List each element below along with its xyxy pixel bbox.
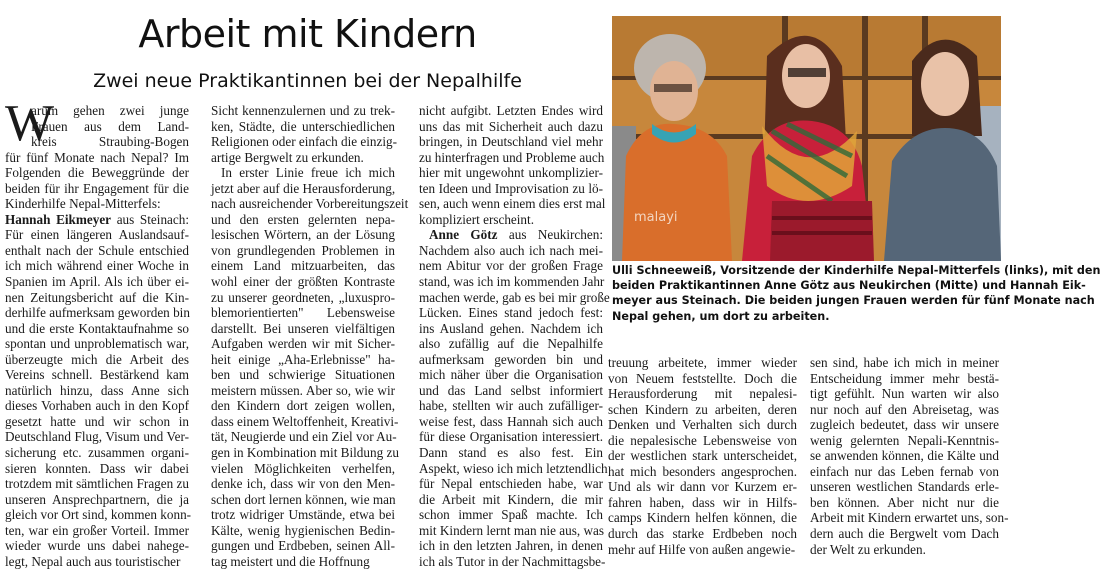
text-line: mehr auf Hilfe von außen angewie-	[608, 541, 796, 557]
text-line: legt, Nepal auch aus touristischer	[5, 553, 181, 569]
text-line: artige Bergwelt zu erkunden.	[211, 149, 364, 165]
text-line: sicherung etc. zusammen organi-	[5, 445, 189, 461]
text-line: wieder wurde uns dabei nahege-	[5, 538, 189, 554]
photo-caption	[612, 263, 1100, 324]
text-line: für fünf Monate nach Nepal? Im	[5, 149, 189, 165]
text-line: In erster Linie freue ich mich	[221, 165, 395, 181]
text-line: mit Kindern lernt man nie aus, was	[419, 522, 604, 538]
text-line: dass einem Weltoffenheit, Kreativi-	[211, 413, 399, 429]
text-line: derhilfe aufmerksam geworden bin	[5, 305, 190, 321]
text-line: Entscheidung immer mehr bestä-	[810, 370, 999, 386]
text-line: heit einige „Aha-Erlebnisse" ha-	[211, 351, 395, 367]
article-column-3	[419, 103, 610, 569]
text-line: arum gehen zwei junge	[31, 103, 189, 118]
text-line: einem Land mitzuarbeiten, das	[211, 258, 395, 274]
text-line: Nachdem also auch ich nach mei-	[419, 242, 603, 258]
text-line: lesischen Wörtern, an der Lösung	[211, 227, 395, 243]
text-line: gesetzt hatte und wir schon in	[5, 413, 189, 429]
text-line: ich als Tutor in der Nachmittagsbe-	[419, 553, 606, 569]
text-line: Spanien im April. Als ich über ei-	[5, 274, 189, 290]
text-line: Für einen längeren Auslandsauf-	[5, 227, 189, 243]
text-line: schen Kindern zu arbeiten, deren	[608, 401, 797, 417]
text-line: sen sind, habe ich mich in meiner	[810, 355, 999, 370]
text-line: für Nepal entschieden habe, war	[419, 476, 603, 492]
text-line: schon immer Spaß machte. Ich	[419, 507, 603, 523]
text-line: fahren haben, dass wir in Hilfs-	[608, 494, 797, 510]
text-line: tät, Neugierde und ein Ziel vor Au-	[211, 429, 397, 445]
text-line: den Kindern dort zeigen wollen,	[211, 398, 395, 414]
text-line: kreis Straubing-Bogen	[31, 134, 189, 150]
text-line: Aspekt, wieso ich mich letztendlich	[419, 460, 608, 476]
text-line: schen dort lernen können, wie man	[211, 491, 396, 507]
text-line: gungen und Erdbeben, seinen All-	[211, 538, 395, 554]
text-line: mich näher über die Organisation	[419, 367, 603, 383]
text-line: zu hinterfragen und Probleme auch	[419, 149, 605, 165]
text-line: und den ersten gelernten nepa-	[211, 211, 395, 227]
text-line: darstellt. Bei unseren vielfältigen	[211, 320, 395, 336]
text-line: enthalt nach der Schule entschied	[5, 242, 189, 258]
text-line: Vereins schnell. Bestärkend kam	[5, 367, 189, 383]
text-line: hier mit ungewohnt unkomplizier-	[419, 165, 603, 181]
text-line: natürlich hinzu, dass Anne sich	[5, 382, 189, 398]
text-line: spontan und unproblematisch war,	[5, 336, 189, 352]
text-line: kompliziert erscheint.	[419, 211, 534, 227]
text-line: Anne Götz aus Neukirchen:	[429, 227, 603, 243]
text-line: die nepalesische Lebensweise von	[608, 432, 797, 448]
text-line: camps Kindern helfen können, die	[608, 510, 797, 526]
text-line: für diese Organisation interessiert.	[419, 429, 603, 445]
text-line: der westlichen stark unterscheidet,	[608, 448, 797, 464]
text-line: und das Land selbst informiert	[419, 382, 603, 398]
text-line: Frauen aus dem Land-	[31, 118, 189, 134]
text-line: nicht aufgibt. Letzten Endes wird	[419, 103, 603, 118]
text-line: Deutschland Flug, Visum und Ver-	[5, 429, 189, 445]
text-line: nem Abitur vor der großen Frage	[419, 258, 603, 274]
text-line: ben und schwierige Situationen	[211, 367, 395, 383]
headline: Arbeit mit Kindern	[138, 12, 477, 56]
text-line: Kälte, wenig hygienischen Bedin-	[211, 522, 395, 538]
text-line: tag meistert und die Hoffnung	[211, 553, 370, 569]
photo-three-women	[612, 16, 1001, 261]
subheadline: Zwei neue Praktikantinnen bei der Nepalhilfe	[93, 70, 522, 92]
text-line: treuung arbeitete, immer wieder	[608, 355, 797, 370]
text-line: Hannah Eikmeyer aus Steinach:	[5, 211, 190, 227]
text-line: der Welt zu erkunden.	[810, 541, 926, 557]
text-line: ten Ideen und Improvisation zu lö-	[419, 180, 603, 196]
text-line: Und als wir dann vor Kurzem er-	[608, 479, 797, 495]
text-line: überzeugte mich die Arbeit des	[5, 351, 189, 367]
text-line: Folgenden die Beweggründe der	[5, 165, 189, 181]
text-line: ten, war ein großer Vorteil. Immer	[5, 522, 189, 538]
text-line: sieren konnten. Dass wir dabei	[5, 460, 189, 476]
shirt-text: malayi	[634, 210, 678, 225]
text-line: habe, stellten wir auch zufälliger-	[419, 398, 603, 414]
text-line: ken, Städte, die unterschiedlichen	[211, 118, 395, 134]
text-line: von grundlegenden Problemen in	[211, 242, 395, 258]
text-line: nen Zeitungsbericht auf die Kin-	[5, 289, 189, 305]
article-photo	[612, 16, 1001, 261]
text-line: denke ich, dass wir von den Men-	[211, 476, 395, 492]
text-line: und die erste Kontaktaufnahme so	[5, 320, 189, 336]
caption-line: beiden Praktikantinnen Anne Götz aus Neukirchen (Mitte) und Hannah Eik-	[612, 279, 1086, 293]
text-line: Sicht kennenzulernen und zu trek-	[211, 103, 395, 118]
text-line: Herausforderung mit nepalesi-	[608, 386, 797, 402]
text-line: wohl einer der größten Kontraste	[211, 274, 395, 290]
text-line: stand, was ich im kommenden Jahr	[419, 274, 605, 290]
text-line: also zufällig auf die Nepalhilfe	[419, 336, 603, 352]
text-line: Denken und Verhalten sich durch	[608, 417, 797, 433]
text-line: dieses Vorhaben auch in den Kopf	[5, 398, 189, 414]
text-line: Lücken. Eines stand jedoch fest:	[419, 305, 603, 321]
article-column-2	[211, 103, 409, 569]
caption-line: Ulli Schneeweiß, Vorsitzende der Kinderhilfe Nepal-Mitterfels (links), mit den	[612, 264, 1100, 277]
text-line: unseren westlichen Standards erle-	[810, 479, 999, 495]
caption-line: meyer aus Steinach. Die beiden jungen Frauen werden für fünf Monate nach	[612, 294, 1095, 308]
text-line: Dann stand es also fest. Ein	[419, 445, 603, 461]
text-line: gleich vor Ort sind, kommen konn-	[5, 507, 192, 523]
text-line: se anwenden können, die Kälte und	[810, 448, 999, 464]
text-line: beiden für ihr Engagement für die	[5, 180, 189, 196]
text-line: wenig gelernten Nepali-Kenntnis-	[810, 432, 999, 448]
text-line: weise fest, dass Hannah sich auch	[419, 413, 603, 429]
text-line: blemorientierten" Lebensweise	[211, 305, 395, 321]
text-line: gen in Kombination mit Bildung zu	[211, 445, 399, 461]
text-line: unseren Ansprechpartnern, die ja	[5, 491, 189, 507]
text-line: ich mich während einer Woche in	[5, 258, 189, 274]
text-line: durch das starke Erdbeben noch	[608, 526, 797, 542]
text-line: trotzdem mit sämtlichen Fragen zu	[5, 476, 189, 492]
text-line: jetzt aber auf die Herausforderung,	[211, 180, 396, 196]
text-line: bringen, in Deutschland viel mehr	[419, 134, 603, 150]
text-line: uns das mit Sicherheit auch dazu	[419, 118, 603, 134]
text-line: zu unserer geordneten, „luxuspro-	[211, 289, 395, 305]
text-line: Aufgaben werden wir mit Sicher-	[211, 336, 395, 352]
text-line: ben können. Aber nicht nur die	[810, 494, 999, 510]
text-line: vielen Möglichkeiten verhelfen,	[211, 460, 395, 476]
text-line: nach ausreichender Vorbereitungszeit	[211, 196, 409, 212]
text-line: von Neuem feststellte. Doch die	[608, 370, 797, 386]
text-line: Arbeit mit Kindern erwartet uns, son-	[810, 510, 1009, 526]
text-line: aufmerksam geworden bin und	[419, 351, 603, 367]
text-line: Kinderhilfe Nepal-Mitterfels:	[5, 196, 161, 212]
text-line: machen werde, gab es bei mir große	[419, 289, 610, 305]
text-line: Religionen oder einfach die einzig-	[211, 134, 398, 150]
article-column-5	[810, 355, 1009, 557]
text-line: einfach nur das Leben fernab von	[810, 463, 999, 479]
article-column-4	[608, 355, 797, 557]
text-line: sen, auch wenn einem dies erst mal	[419, 196, 606, 212]
text-line: trotz widriger Umstände, etwa bei	[211, 507, 395, 523]
text-line: hat mich besonders angesprochen.	[608, 463, 797, 479]
text-line: ins Ausland gehen. Nachdem ich	[419, 320, 603, 336]
text-line: die Arbeit mit Kindern, die mir	[419, 491, 603, 507]
article-column-1	[5, 103, 192, 569]
text-line: tigt gefühlt. Nun warten wir also	[810, 386, 999, 402]
text-line: meistern müssen. Aber so, wie wir	[211, 382, 395, 398]
dropcap-letter: W	[5, 95, 55, 152]
text-line: dern auch die Bergwelt vom Dach	[810, 526, 999, 542]
text-line: nur noch auf den Abreisetag, was	[810, 401, 999, 417]
text-line: zugleich bedeutet, dass wir unsere	[810, 417, 999, 433]
caption-line: Nepal gehen, um dort zu arbeiten.	[612, 309, 830, 323]
text-line: ich in den letzten Jahren, in denen	[419, 538, 603, 554]
